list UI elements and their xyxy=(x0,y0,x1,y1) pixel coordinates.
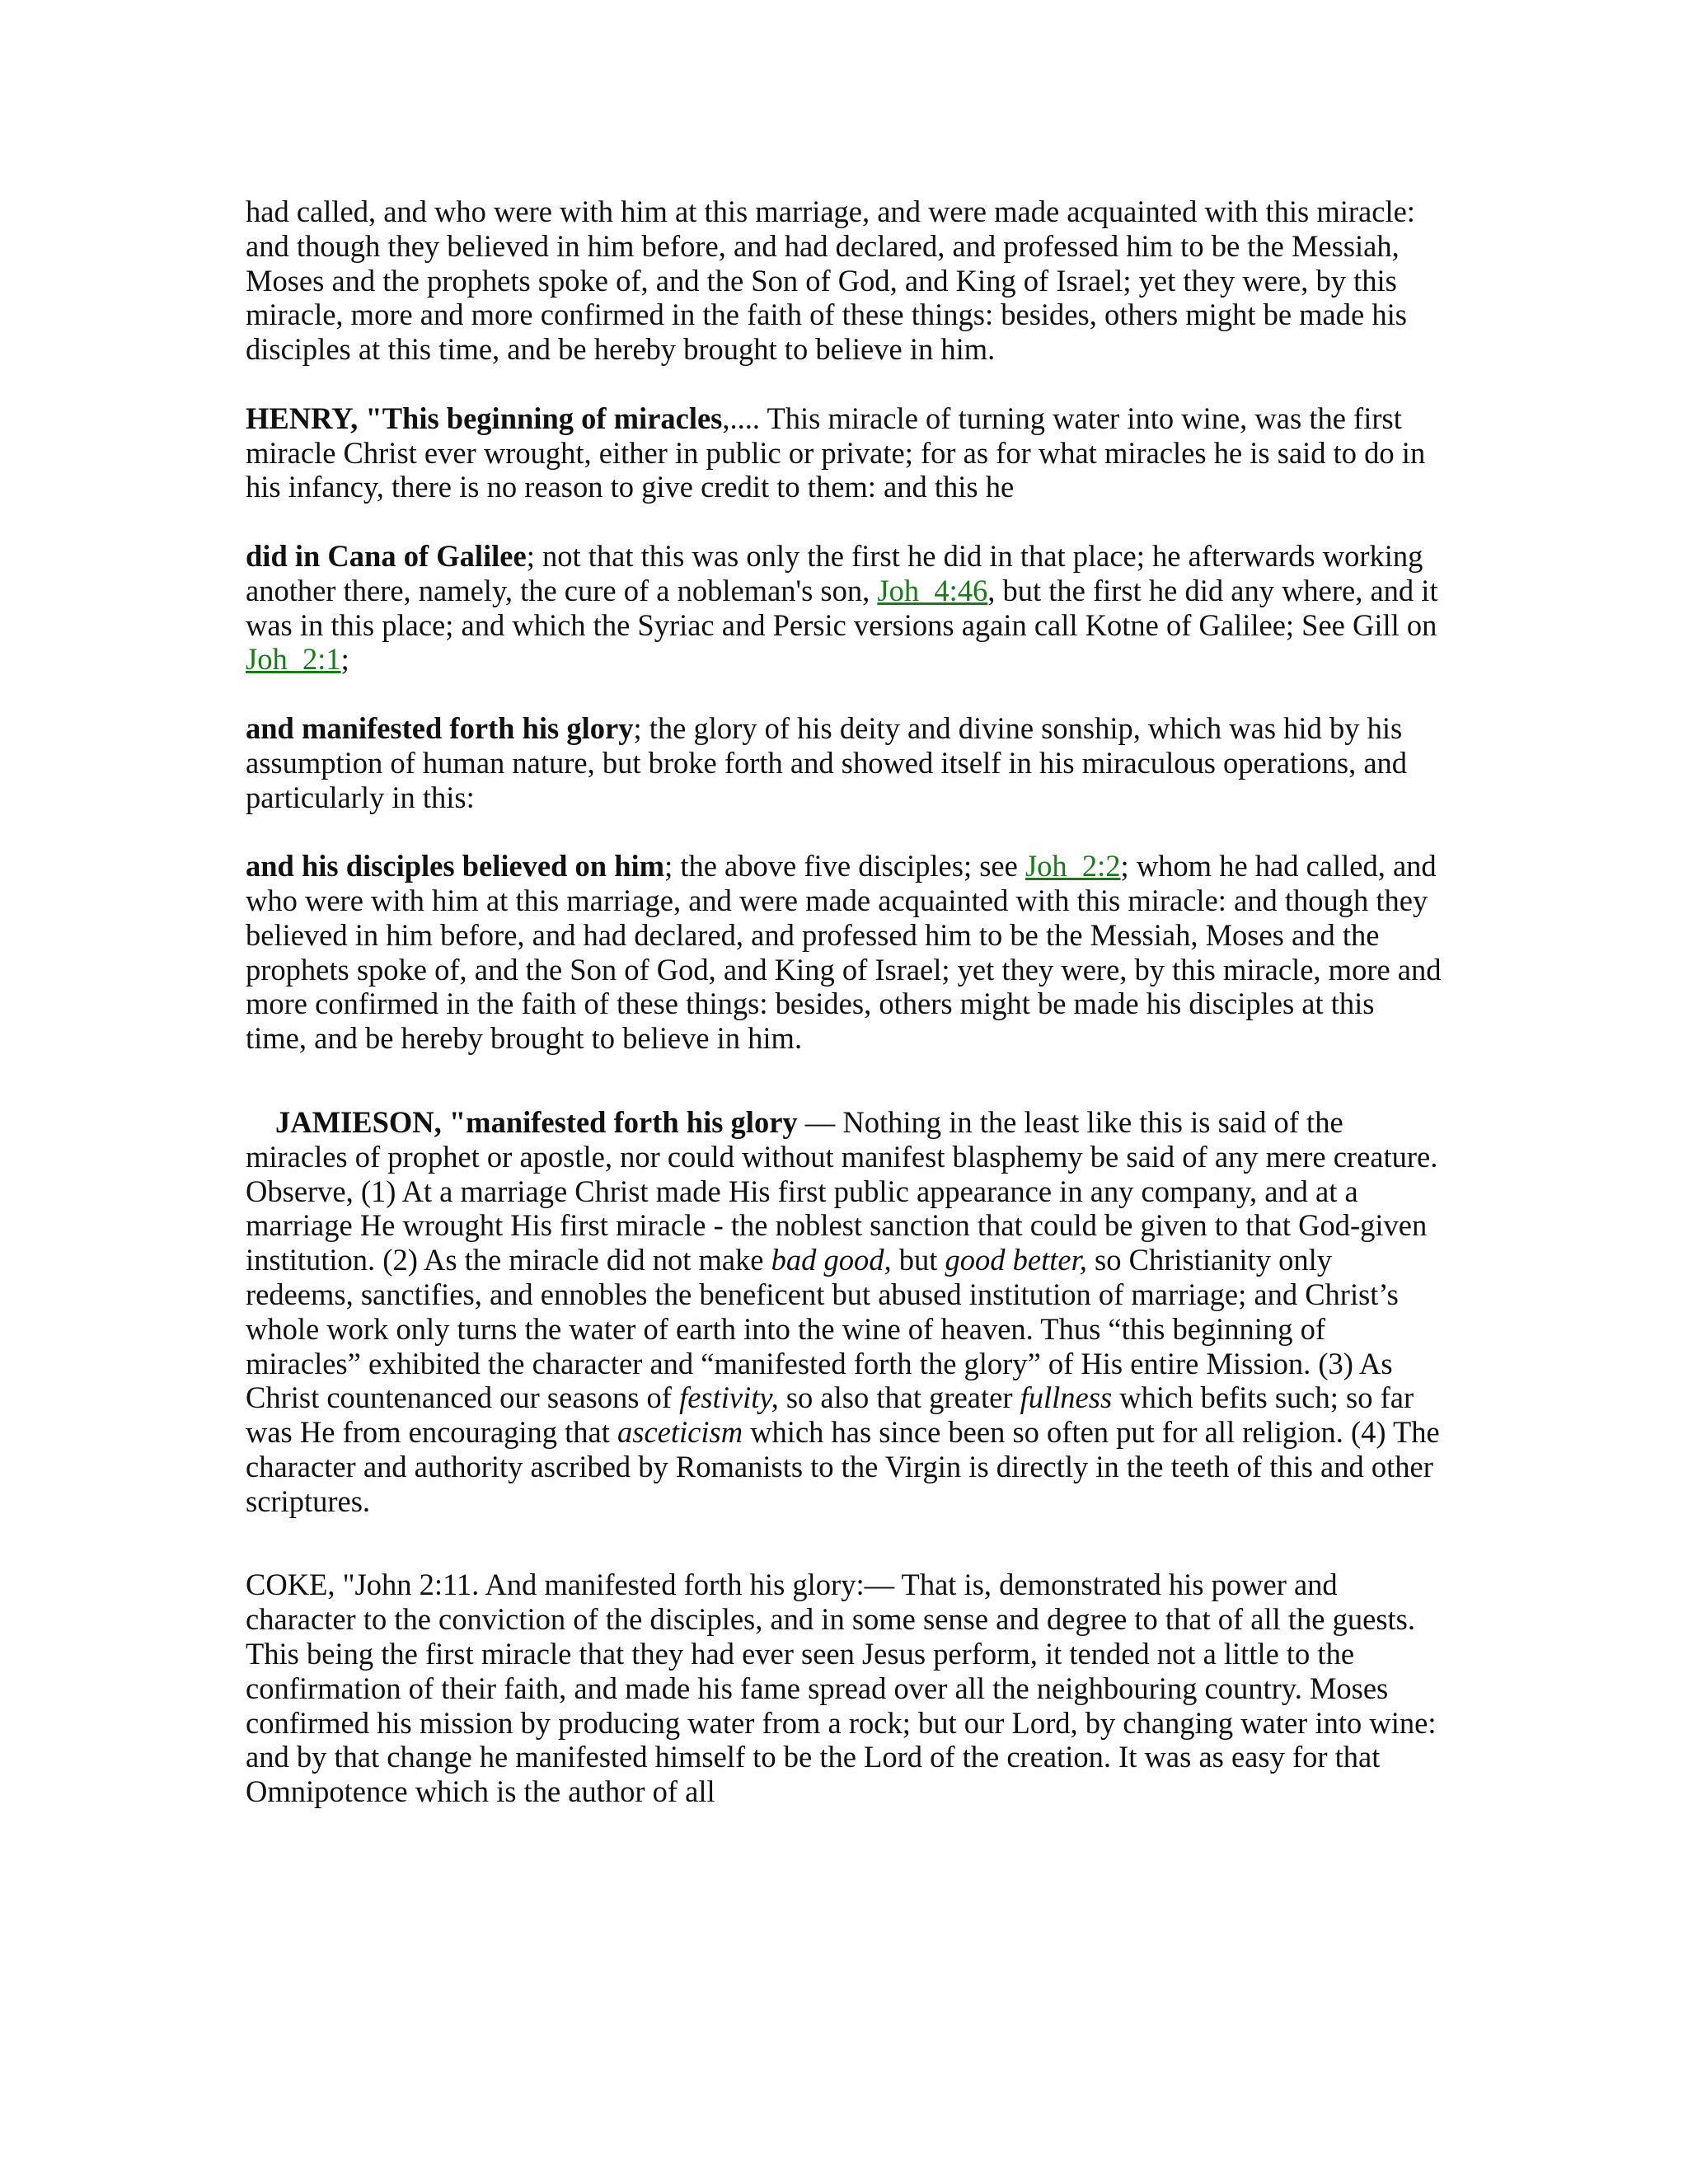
emphasis: festivity, xyxy=(679,1380,779,1415)
jamieson-heading: JAMIESON, "manifested forth his glory xyxy=(275,1104,798,1139)
henry-heading: HENRY, "This beginning of miracles xyxy=(246,401,723,435)
paragraph-coke xyxy=(246,1568,1442,1809)
paragraph-text: ; the above five disciples; see xyxy=(664,849,1025,883)
cana-lead: did in Cana of Galilee xyxy=(246,538,527,573)
paragraph-text: ; xyxy=(340,642,349,677)
paragraph-cana xyxy=(246,539,1442,677)
paragraph-text: ; not that this was only the first he did in that place; he afterwards working another there, namely, the cure of a nobleman's son, xyxy=(246,538,1423,607)
emphasis: bad good, xyxy=(771,1243,892,1277)
paragraph-text: ; whom he had called, and who were with him at this marriage, and were made acquainted with this miracle: and though they believed in him before, and had declared, and professed him to be the Messiah, Moses and the prophets spoke of, and the Son of God, and King of Israel; yet they were, by this miracle, more and more confirmed in the faith of these things: besides, others might be made his disciples at this time, and be hereby brought to believe in him. xyxy=(246,849,1442,1056)
paragraph-text: which has since been so often put for all religion. (4) The character and authority ascribed by Romanists to the Virgin is directly in the teeth of this and other scriptures. xyxy=(246,1415,1440,1518)
paragraph-gill-continuation xyxy=(246,194,1442,367)
paragraph-henry xyxy=(246,401,1442,504)
commentary-text xyxy=(246,194,1442,1844)
paragraph-text: COKE, "John 2:11. And manifested forth his glory:— That is, demonstrated his power and character to the conviction of the disciples, and in some sense and degree to that of all the guests. This being the first miracle that they had ever seen Jesus perform, it tended not a little to the confirmation of their faith, and made his fame spread over all the neighbouring country. Moses confirmed his mission by producing water from a rock; but our Lord, by changing water into wine: and by that change he manifested himself to be the Lord of the creation. It was as easy for that Omnipotence which is the author of all xyxy=(246,1568,1437,1809)
paragraph-text: but xyxy=(891,1243,945,1277)
paragraph-text: ,.... This miracle of turning water into wine, was the first miracle Christ ever wrought, either in public or private; for as for what miracles he is said to do in his infancy, there is no reason to give credit to them: and this he xyxy=(246,401,1426,504)
glory-lead: and manifested forth his glory xyxy=(246,710,634,745)
paragraph-text: so also that greater xyxy=(778,1380,1020,1415)
emphasis: asceticism xyxy=(617,1415,743,1450)
paragraph-glory xyxy=(246,711,1442,814)
disciples-lead: and his disciples believed on him xyxy=(246,849,665,883)
paragraph-text: had called, and who were with him at this marriage, and were made acquainted with this miracle: and though they believed in him before, and had declared, and professed him to be the Messiah, Moses and the prophets spoke of, and the Son of God, and King of Israel; yet they were, by this miracle, more and more confirmed in the faith of these things: besides, others might be made his disciples at this time, and be hereby brought to believe in him. xyxy=(246,194,1415,367)
paragraph-text: so Christianity only redeems, sanctifies, and ennobles the beneficent but abused institution of marriage; and Christ’s whole work only turns the water of earth into the wine of heaven. Thus “this beginning of miracles” exhibited the character and “manifested forth the glory” of His entire Mission. (3) As Christ countenanced our seasons of xyxy=(246,1243,1399,1415)
paragraph-disciples xyxy=(246,849,1442,1056)
emphasis: fullness xyxy=(1020,1380,1113,1415)
scripture-link-joh-2-1[interactable]: Joh 2:1 xyxy=(246,642,341,677)
paragraph-text: which befits such; so far was He from encouraging that xyxy=(246,1380,1414,1450)
scripture-link-joh-4-46[interactable]: Joh 4:46 xyxy=(877,573,988,607)
emphasis: good better, xyxy=(945,1243,1087,1277)
paragraph-jamieson xyxy=(246,1105,1442,1519)
paragraph-text: ; the glory of his deity and divine sonship, which was hid by his assumption of human nature, but broke forth and showed itself in his miraculous operations, and particularly in this: xyxy=(246,710,1408,814)
paragraph-text: , but the first he did any where, and it was in this place; and which the Syriac and Persic versions again call Kotne of Galilee; See Gill on xyxy=(246,573,1438,642)
scripture-link-joh-2-2[interactable]: Joh 2:2 xyxy=(1025,849,1121,883)
paragraph-text: — Nothing in the least like this is said of the miracles of prophet or apostle, nor could without manifest blasphemy be said of any mere creature. Observe, (1) At a marriage Christ made His first public appearance in any company, and at a marriage He wrought His first miracle - the noblest sanction that could be given to that God-given institution. (2) As the miracle did not make xyxy=(246,1104,1438,1277)
